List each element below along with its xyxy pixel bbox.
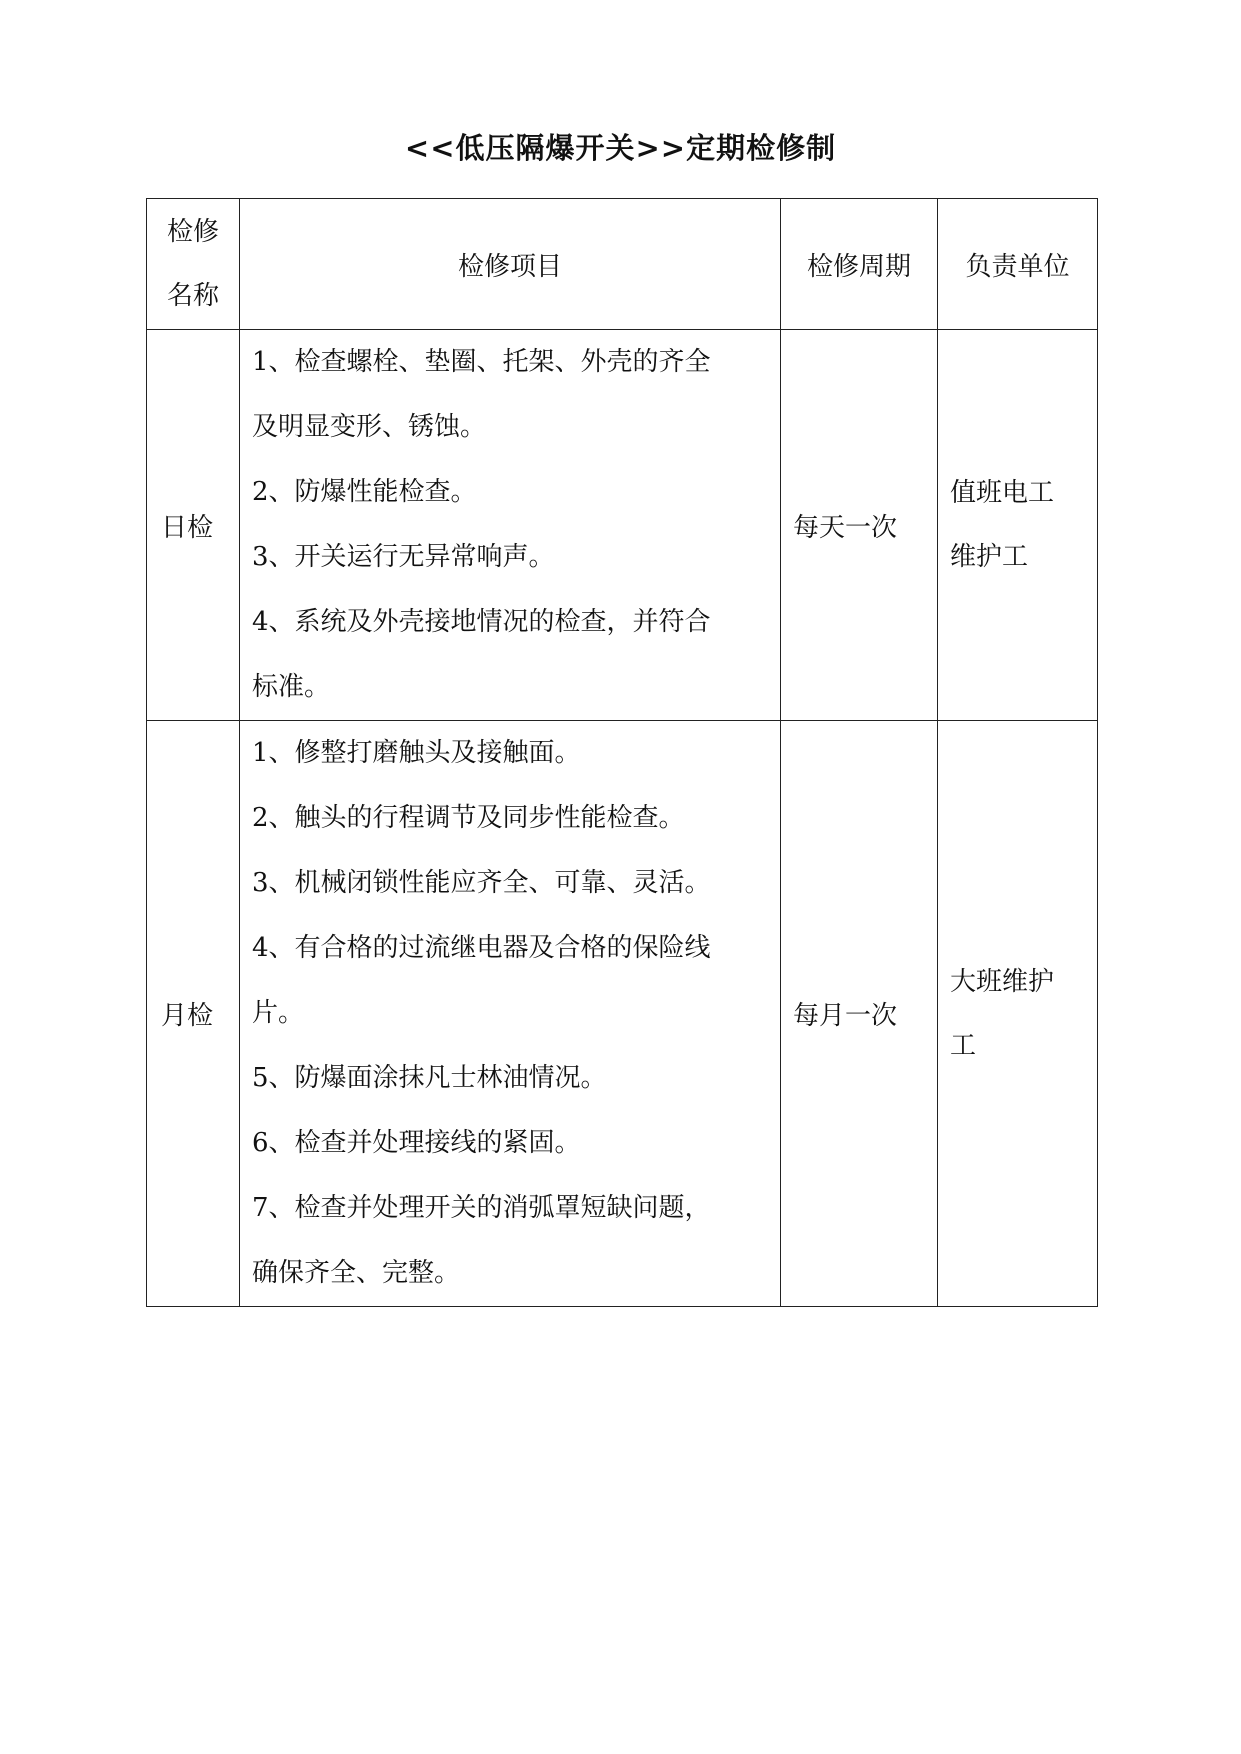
item-line: 1、检查螺栓、垫圈、托架、外壳的齐全 [252,347,711,377]
maintenance-schedule-table [146,198,1098,1307]
header-maintenance-items: 检修项目 [240,199,781,330]
item-line: 2、防爆性能检查。 [252,477,477,507]
row-cycle-monthly: 每月一次 [781,721,938,1307]
header-maintenance-name [147,199,240,330]
header-maintenance-cycle: 检修周期 [781,199,938,330]
item-line: 及明显变形、锈蚀。 [252,412,487,442]
page-title: <<低压隔爆开关>>定期检修制 [404,131,837,165]
item-line: 5、防爆面涂抹凡士林油情况。 [252,1063,607,1093]
table-row-monthly [147,721,1098,1307]
item-line: 7、检查并处理开关的消弧罩短缺问题， [252,1193,711,1223]
item-line: 片。 [252,998,305,1028]
item-line: 4、系统及外壳接地情况的检查，并符合 [252,607,711,637]
item-line: 6、检查并处理接线的紧固。 [252,1128,581,1158]
header-name-line1: 检修 [166,217,219,247]
item-line: 标准。 [252,672,331,702]
row-name-monthly: 月检 [147,721,240,1307]
unit-line: 大班维护 [950,966,1055,997]
row-cycle-daily: 每天一次 [781,330,938,721]
unit-line: 工 [950,1030,977,1061]
item-line: 确保齐全、完整。 [252,1258,461,1288]
row-items-daily [240,330,781,721]
unit-line: 值班电工 [950,478,1055,508]
row-unit-monthly [938,721,1098,1307]
table-header-row [147,199,1098,330]
table-row-daily [147,330,1098,721]
item-line: 3、开关运行无异常响声。 [252,542,555,572]
header-name-line2: 名称 [166,281,219,311]
unit-line: 维护工 [950,542,1029,572]
row-items-monthly [240,721,781,1307]
item-line: 2、触头的行程调节及同步性能检查。 [252,803,685,833]
row-unit-daily [938,330,1098,721]
item-line: 3、机械闭锁性能应齐全、可靠、灵活。 [252,868,711,898]
item-line: 4、有合格的过流继电器及合格的保险线 [252,933,711,963]
row-name-daily: 日检 [147,330,240,721]
item-line: 1、修整打磨触头及接触面。 [252,738,581,768]
header-responsible-unit: 负责单位 [938,199,1098,330]
